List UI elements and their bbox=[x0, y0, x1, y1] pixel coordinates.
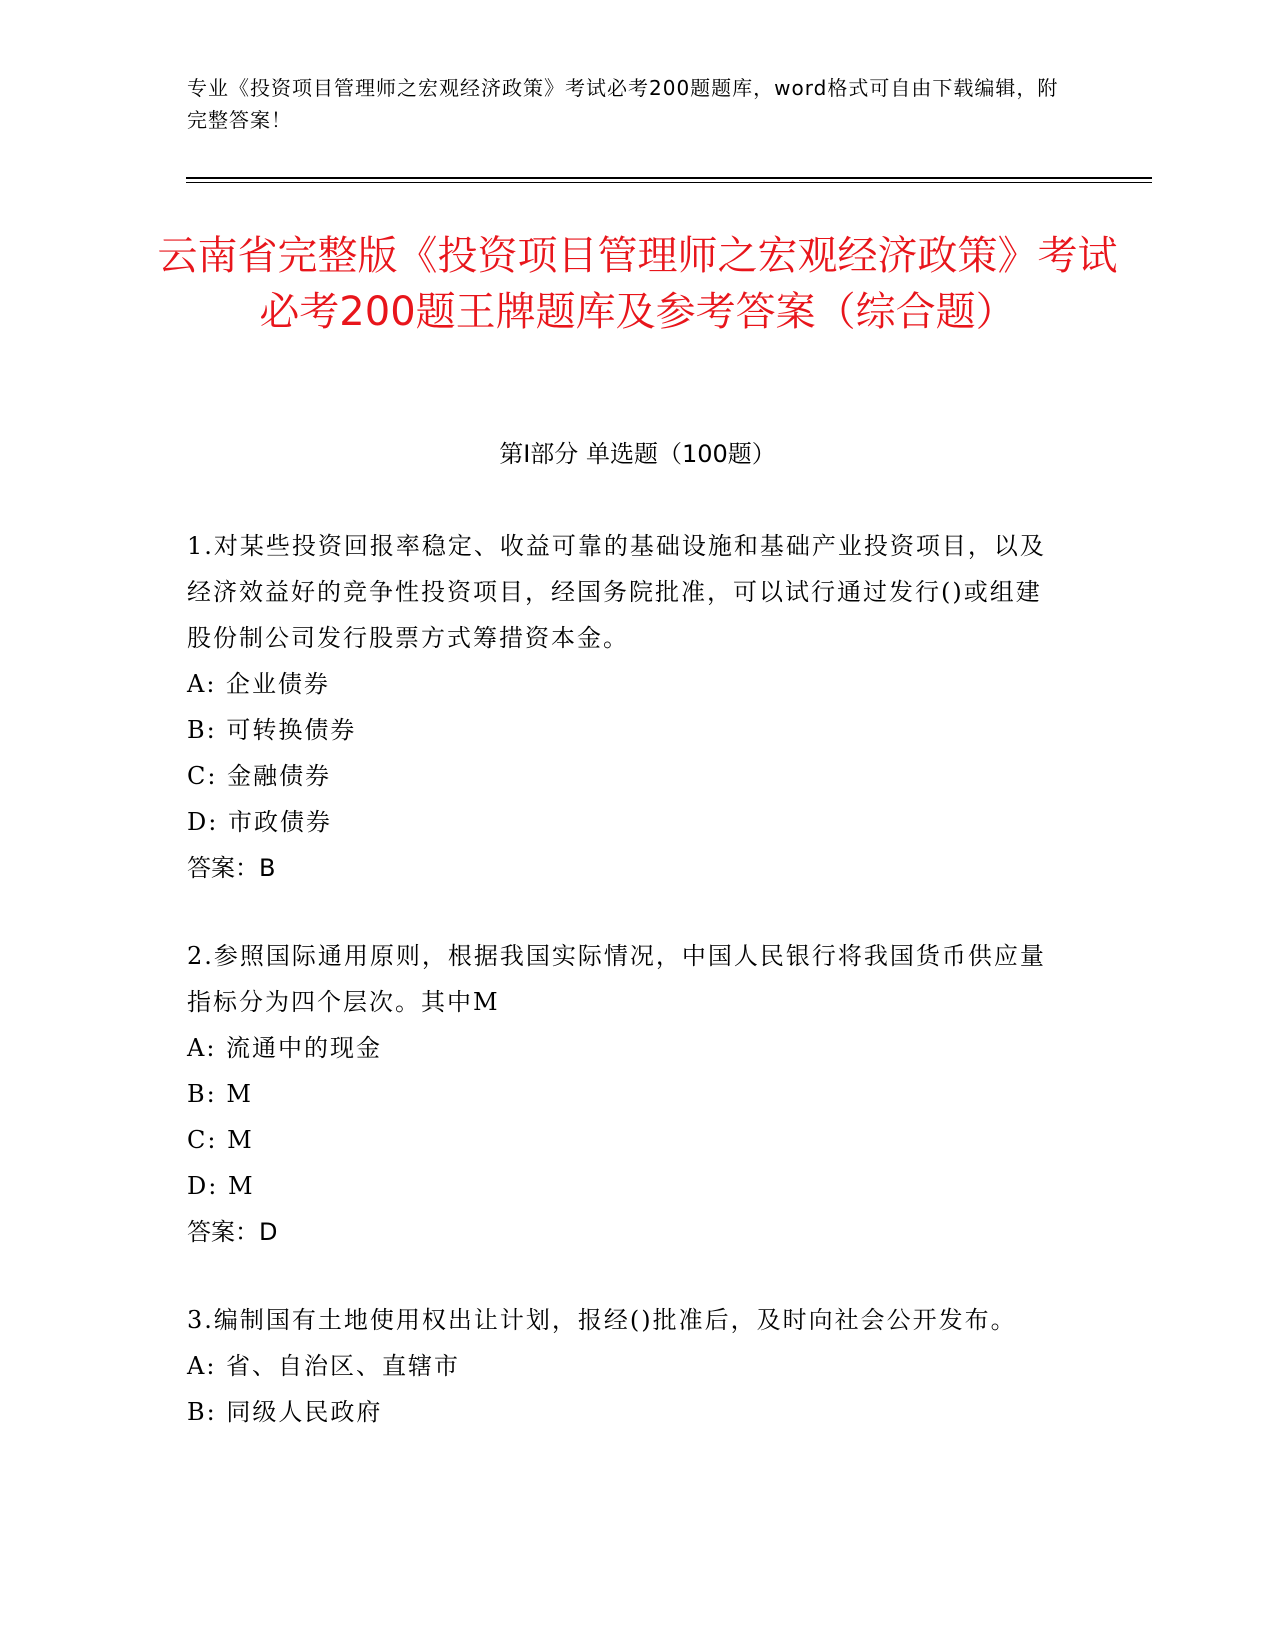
question-stem: 2.参照国际通用原则，根据我国实际情况，中国人民银行将我国货币供应量指标分为四个层次。其中M bbox=[187, 942, 1046, 1016]
answer: 答案：B bbox=[187, 854, 276, 882]
option-c: C: M bbox=[187, 1126, 254, 1154]
option-b: B: M bbox=[187, 1080, 253, 1108]
option-a: A: 省、自治区、直辖市 bbox=[187, 1352, 461, 1380]
header-rule-thick bbox=[186, 177, 1152, 179]
option-b: B: 可转换债券 bbox=[187, 716, 357, 744]
question-3 bbox=[187, 1297, 1067, 1435]
question-1 bbox=[187, 523, 1067, 891]
option-a: A: 流通中的现金 bbox=[187, 1034, 383, 1062]
document-title: 云南省完整版《投资项目管理师之宏观经济政策》考试必考200题王牌题库及参考答案（综合题） bbox=[157, 233, 1118, 335]
header-rule-thin bbox=[186, 182, 1152, 183]
question-list bbox=[187, 523, 1067, 1477]
section-title: 第I部分 单选题（100题） bbox=[499, 440, 776, 468]
option-a: A: 企业债券 bbox=[187, 670, 331, 698]
question-stem: 3.编制国有土地使用权出让计划，报经()批准后，及时向社会公开发布。 bbox=[187, 1306, 1017, 1334]
option-b: B: 同级人民政府 bbox=[187, 1398, 383, 1426]
header-note: 专业《投资项目管理师之宏观经济政策》考试必考200题题库，word格式可自由下载编辑，附完整答案！ bbox=[187, 76, 1059, 132]
option-c: C: 金融债券 bbox=[187, 762, 332, 790]
question-stem: 1.对某些投资回报率稳定、收益可靠的基础设施和基础产业投资项目，以及经济效益好的竞争性投资项目，经国务院批准，可以试行通过发行()或组建股份制公司发行股票方式筹措资本金。 bbox=[187, 532, 1046, 652]
option-d: D: M bbox=[187, 1172, 255, 1200]
question-2 bbox=[187, 933, 1067, 1255]
option-d: D: 市政债券 bbox=[187, 808, 332, 836]
answer: 答案：D bbox=[187, 1218, 278, 1246]
